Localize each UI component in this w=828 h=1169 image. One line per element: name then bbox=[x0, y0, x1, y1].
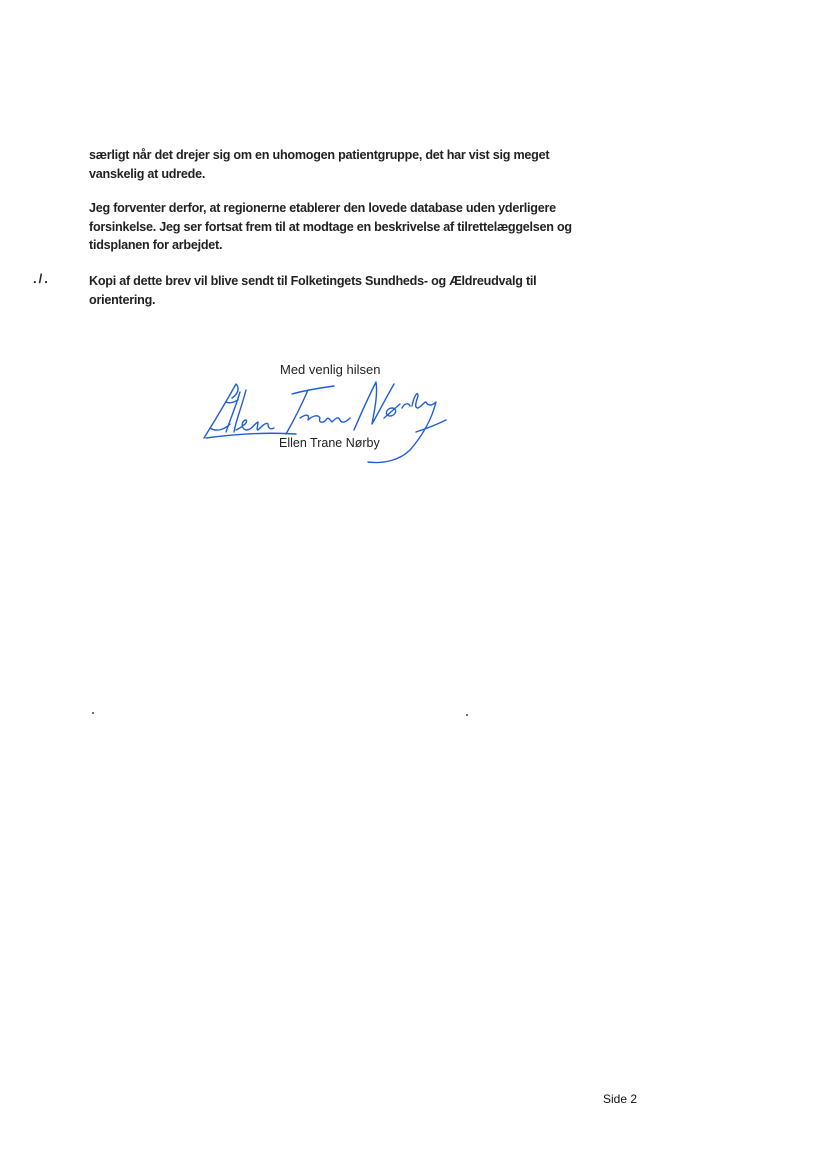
scan-speck bbox=[92, 712, 94, 714]
handwritten-signature bbox=[196, 372, 456, 472]
paragraph-3-line: Kopi af dette brev vil blive sendt til Folketingets Sundheds- og Ældreudvalg til bbox=[89, 274, 537, 288]
paragraph-2 bbox=[89, 199, 572, 255]
paragraph-1 bbox=[89, 146, 569, 183]
scan-speck bbox=[466, 714, 468, 716]
paragraph-3-line: orientering. bbox=[89, 292, 156, 307]
page-number: Side 2 bbox=[603, 1092, 638, 1106]
signer-name: Ellen Trane Nørby bbox=[279, 436, 380, 450]
enclosure-marker: ./. bbox=[33, 271, 50, 286]
paragraph-3 bbox=[89, 272, 569, 309]
closing-greeting: Med venlig hilsen bbox=[280, 362, 381, 377]
paragraph-2-line: forsinkelse. Jeg ser fortsat frem til at modtage en beskrivelse af tilrettelæggelsen og bbox=[89, 219, 572, 234]
paragraph-2-line: Jeg forventer derfor, at regionerne etablerer den lovede database uden yderligere bbox=[89, 201, 556, 215]
paragraph-1-line: særligt når det drejer sig om en uhomogen patientgruppe, det har vist sig meget bbox=[89, 148, 550, 162]
paragraph-1-line: vanskelig at udrede. bbox=[89, 166, 206, 181]
paragraph-2-line: tidsplanen for arbejdet. bbox=[89, 238, 223, 252]
